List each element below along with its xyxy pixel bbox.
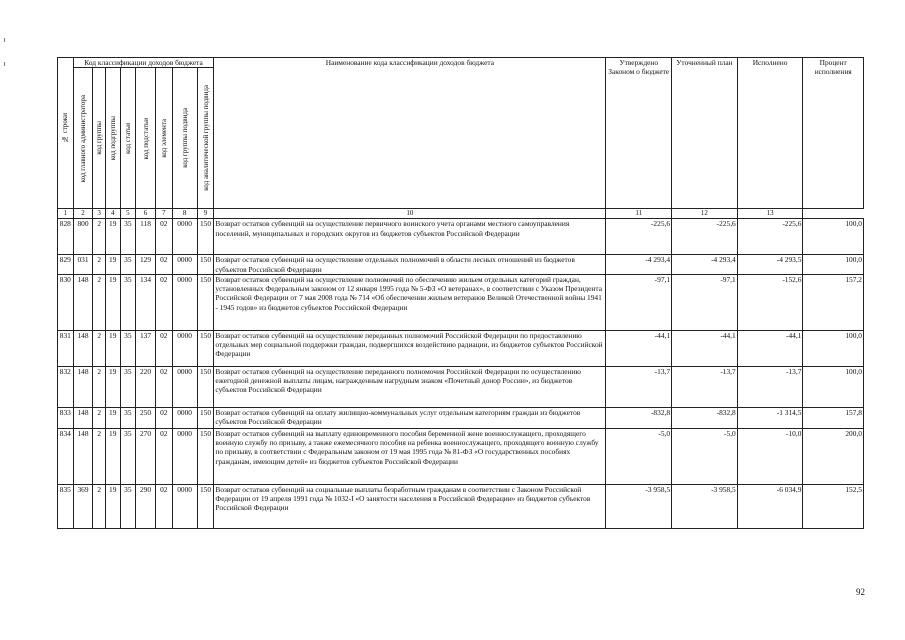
approved-amount: -44,1 [606, 330, 672, 366]
classification-group-header: Код классификации доходов бюджета [73, 58, 214, 68]
column-number: 3 [93, 209, 106, 219]
approved-header: Утверждено Законом о бюджете [606, 58, 672, 209]
article-code: 35 [120, 219, 136, 255]
table-row [58, 255, 864, 275]
table-row [58, 219, 864, 255]
subtype-group-code: 0000 [172, 274, 197, 330]
column-number: 13 [737, 209, 803, 219]
refined-amount: -44,1 [672, 330, 738, 366]
scan-mark [4, 62, 5, 66]
report-page [57, 57, 864, 529]
group-code: 2 [93, 274, 106, 330]
subgroup-code: 19 [105, 255, 120, 275]
execution-percent: 157,8 [803, 407, 864, 428]
subarticle-code: 129 [136, 255, 156, 275]
group-code: 2 [93, 366, 106, 407]
approved-amount: -97,1 [606, 274, 672, 330]
approved-amount: -4 293,4 [606, 255, 672, 275]
element-code: 02 [155, 219, 172, 255]
element-code: 02 [155, 255, 172, 275]
subarticle-code: 118 [136, 219, 156, 255]
column-number: 4 [105, 209, 120, 219]
executed-amount: -4 293,5 [737, 255, 803, 275]
row-number: 835 [58, 484, 74, 528]
row-number-header: № строки [58, 58, 74, 209]
table-row [58, 366, 864, 407]
table-row [58, 330, 864, 366]
group-code: 2 [93, 219, 106, 255]
approved-amount: -832,8 [606, 407, 672, 428]
row-number: 831 [58, 330, 74, 366]
table-body [58, 219, 864, 529]
subtype-group-code: 0000 [172, 255, 197, 275]
refined-amount: -3 958,5 [672, 484, 738, 528]
element-code: 02 [155, 366, 172, 407]
subtype-group-code: 0000 [172, 219, 197, 255]
revenue-name: Возврат остатков субвенций на осуществление переданных полномочий Российской Федерации по предоставлению отдельных мер социальной поддержки граждан, подвергшихся воздействию радиации, из бюджетов субъектов Российской Федерации [214, 330, 606, 366]
refined-amount: -225,6 [672, 219, 738, 255]
subarticle-code: 290 [136, 484, 156, 528]
row-number: 834 [58, 428, 74, 484]
group-code: 2 [93, 428, 106, 484]
analytic-group-code: 150 [197, 255, 214, 275]
executed-amount: -6 034,9 [737, 484, 803, 528]
executed-amount: -152,6 [737, 274, 803, 330]
analytic-group-code: 150 [197, 330, 214, 366]
code-subgroup-header: код подгруппы [105, 68, 120, 209]
subtype-group-code: 0000 [172, 484, 197, 528]
group-code: 2 [93, 407, 106, 428]
analytic-group-code: 150 [197, 366, 214, 407]
subtype-group-code: 0000 [172, 330, 197, 366]
table-row [58, 428, 864, 484]
admin-code: 800 [73, 219, 93, 255]
executed-amount: -1 314,5 [737, 407, 803, 428]
approved-amount: -3 958,5 [606, 484, 672, 528]
approved-amount: -225,6 [606, 219, 672, 255]
subgroup-code: 19 [105, 484, 120, 528]
revenue-table [57, 57, 864, 529]
subgroup-code: 19 [105, 219, 120, 255]
group-code: 2 [93, 255, 106, 275]
table-row [58, 407, 864, 428]
refined-amount: -832,8 [672, 407, 738, 428]
table-row [58, 484, 864, 528]
code-article-header: код статьи [120, 68, 136, 209]
row-number: 829 [58, 255, 74, 275]
admin-code: 148 [73, 330, 93, 366]
article-code: 35 [120, 366, 136, 407]
article-code: 35 [120, 428, 136, 484]
execution-percent: 100,0 [803, 219, 864, 255]
subgroup-code: 19 [105, 428, 120, 484]
revenue-name: Возврат остатков субвенций на осуществление полномочий по обеспечению жильем отдельных категорий граждан, установленных Федеральным законом от 12 января 1995 года № 5-ФЗ «О ветеранах», в соответствии с Указом Президента Российской Федерации от 7 мая 2008 года № 714 «Об обеспечении жильем ветеранов Великой Отечественной войны 1941 - 1945 годов» из бюджетов субъектов Российской Федерации [214, 274, 606, 330]
column-number: 12 [672, 209, 738, 219]
table-row [58, 274, 864, 330]
refined-amount: -13,7 [672, 366, 738, 407]
executed-amount: -225,6 [737, 219, 803, 255]
table-header [58, 58, 864, 219]
element-code: 02 [155, 428, 172, 484]
analytic-group-code: 150 [197, 274, 214, 330]
subtype-group-code: 0000 [172, 366, 197, 407]
column-number: 10 [214, 209, 606, 219]
article-code: 35 [120, 274, 136, 330]
revenue-name: Возврат остатков субвенций на осуществление отдельных полномочий в области лесных отношений из бюджетов субъектов Российской Федерации [214, 255, 606, 275]
article-code: 35 [120, 484, 136, 528]
execution-percent: 100,0 [803, 255, 864, 275]
execution-percent: 200,0 [803, 428, 864, 484]
subtype-group-code: 0000 [172, 428, 197, 484]
admin-code: 148 [73, 274, 93, 330]
column-number: 8 [172, 209, 197, 219]
execution-percent: 100,0 [803, 366, 864, 407]
subarticle-code: 134 [136, 274, 156, 330]
analytic-group-code: 150 [197, 484, 214, 528]
subtype-group-code: 0000 [172, 407, 197, 428]
subarticle-code: 220 [136, 366, 156, 407]
approved-amount: -13,7 [606, 366, 672, 407]
revenue-name: Возврат остатков субвенций на осуществление первичного воинского учета органами местного самоуправления поселений, муниципальных и городских округов из бюджетов субъектов Российской Федерации [214, 219, 606, 255]
subarticle-code: 137 [136, 330, 156, 366]
subarticle-code: 250 [136, 407, 156, 428]
code-element-header: код элемента [155, 68, 172, 209]
element-code: 02 [155, 407, 172, 428]
admin-code: 031 [73, 255, 93, 275]
subgroup-code: 19 [105, 274, 120, 330]
column-number: 6 [136, 209, 156, 219]
revenue-name: Возврат остатков субвенций на выплату единовременного пособия беременной жене военнослужащего, проходящего военную службу по призыву, а также ежемесячного пособия на ребенка военнослужащего, проходящего военную службу по призыву, в соответствии с Федеральным законом от 19 мая 1995 года № 81-ФЗ «О государственных пособиях гражданам, имеющим детей» из бюджетов субъектов Российской Федерации [214, 428, 606, 484]
admin-code: 148 [73, 366, 93, 407]
page-number: 92 [856, 587, 865, 597]
admin-code: 369 [73, 484, 93, 528]
subgroup-code: 19 [105, 330, 120, 366]
element-code: 02 [155, 274, 172, 330]
execution-percent: 100,0 [803, 330, 864, 366]
scan-mark [4, 38, 5, 42]
refined-amount: -5,0 [672, 428, 738, 484]
code-subarticle-header: код подстатьи [136, 68, 156, 209]
column-number: 7 [155, 209, 172, 219]
revenue-name: Возврат остатков субвенций на оплату жилищно-коммунальных услуг отдельным категориям граждан из бюджетов субъектов Российской Федерации [214, 407, 606, 428]
article-code: 35 [120, 407, 136, 428]
execution-percent: 157,2 [803, 274, 864, 330]
column-number: 11 [606, 209, 672, 219]
column-number: 5 [120, 209, 136, 219]
column-number: 1 [58, 209, 74, 219]
code-subtype-group-header: код группы подвида [172, 68, 197, 209]
row-number: 830 [58, 274, 74, 330]
column-numbers-row [58, 209, 864, 219]
code-analytic-group-header: код аналитической группы подвида [197, 68, 214, 209]
percent-header: Процент исполнения [803, 58, 864, 209]
analytic-group-code: 150 [197, 219, 214, 255]
name-header: Наименование кода классификации доходов бюджета [214, 58, 606, 209]
revenue-name: Возврат остатков субвенций на социальные выплаты безработным гражданам в соответствии с Законом Российской Федерации от 19 апреля 1991 года № 1032-I «О занятости населения в Российской Федерации» из бюджетов субъектов Российской Федерации [214, 484, 606, 528]
column-number: 9 [197, 209, 214, 219]
executed-amount: -13,7 [737, 366, 803, 407]
analytic-group-code: 150 [197, 407, 214, 428]
row-number: 832 [58, 366, 74, 407]
subgroup-code: 19 [105, 407, 120, 428]
group-code: 2 [93, 330, 106, 366]
code-admin-header: код главного администратора [73, 68, 93, 209]
subgroup-code: 19 [105, 366, 120, 407]
element-code: 02 [155, 330, 172, 366]
revenue-name: Возврат остатков субвенций на осуществление переданного полномочия Российской Федерации по осуществлению ежегодной денежной выплаты лицам, награжденным нагрудным знаком «Почетный донор России», из бюджетов субъектов Российской Федерации [214, 366, 606, 407]
row-number: 833 [58, 407, 74, 428]
element-code: 02 [155, 484, 172, 528]
execution-percent: 152,5 [803, 484, 864, 528]
article-code: 35 [120, 255, 136, 275]
column-number: 2 [73, 209, 93, 219]
code-group-header: код группы [93, 68, 106, 209]
refined-amount: -4 293,4 [672, 255, 738, 275]
admin-code: 148 [73, 428, 93, 484]
executed-amount: -44,1 [737, 330, 803, 366]
group-code: 2 [93, 484, 106, 528]
row-number: 828 [58, 219, 74, 255]
approved-amount: -5,0 [606, 428, 672, 484]
refined-amount: -97,1 [672, 274, 738, 330]
refined-header: Уточненный план [672, 58, 738, 209]
admin-code: 148 [73, 407, 93, 428]
executed-amount: -10,0 [737, 428, 803, 484]
article-code: 35 [120, 330, 136, 366]
subarticle-code: 270 [136, 428, 156, 484]
analytic-group-code: 150 [197, 428, 214, 484]
executed-header: Исполнено [737, 58, 803, 209]
